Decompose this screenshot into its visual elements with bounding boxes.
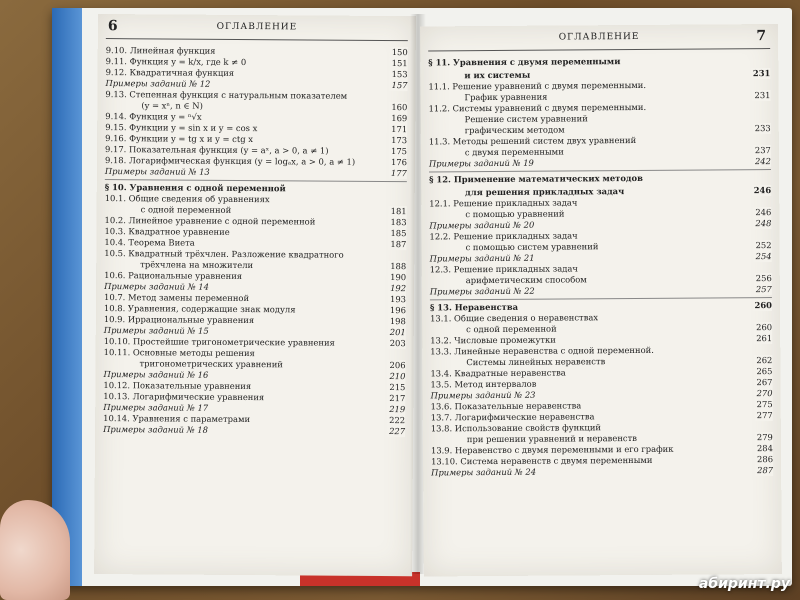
- toc-entry-title: Примеры заданий № 17: [103, 402, 209, 413]
- toc-entry-title: 13.2. Числовые промежутки: [430, 334, 556, 346]
- toc-entry-page: 252: [755, 240, 772, 251]
- toc-entry-title: Примеры заданий № 13: [104, 166, 210, 177]
- toc-entry-page: 267: [756, 377, 773, 388]
- toc-entry-page: 246: [755, 207, 772, 218]
- right-page-header: [428, 28, 770, 51]
- toc-entry-title: графическим методом: [464, 124, 565, 136]
- toc-entry-title: 13.10. Система неравенств с двумя переменными: [431, 454, 653, 467]
- toc-entry-title: 11.1. Решение уравнений с двумя переменными.: [428, 79, 647, 92]
- toc-entry-page: 206: [388, 360, 406, 371]
- toc-entry-title: тригонометрических уравнений: [139, 358, 283, 370]
- toc-entry-page: 190: [388, 272, 406, 283]
- toc-entry-title: 13.7. Логарифмические неравенства: [430, 411, 595, 423]
- toc-entry-title: § 11. Уравнения с двумя переменными: [428, 56, 621, 68]
- toc-entry-title: Примеры заданий № 15: [103, 325, 209, 336]
- toc-entry-page: 246: [753, 185, 772, 196]
- toc-entry-title: 13.6. Показательные неравенства: [430, 400, 582, 412]
- toc-entry-page: 210: [387, 371, 405, 382]
- toc-entry-page: 260: [754, 300, 772, 311]
- toc-entry-title: 10.3. Квадратное уравнение: [104, 226, 230, 237]
- left-page-header: [106, 18, 408, 41]
- right-toc-list: [420, 55, 781, 478]
- toc-entry-title: 12.3. Решение прикладных задач: [429, 263, 578, 275]
- toc-entry-title: 10.12. Показательные уравнения: [103, 380, 252, 392]
- toc-entry-page: 173: [389, 135, 407, 146]
- toc-entry-page: 203: [388, 338, 406, 349]
- toc-entry-title: с помощью уравнений: [465, 208, 565, 220]
- toc-entry-title: 13.4. Квадратные неравенства: [430, 367, 566, 379]
- toc-entry: [103, 424, 405, 437]
- book-cover-spine-stripe: [52, 8, 82, 586]
- toc-entry-page: 198: [388, 316, 406, 327]
- toc-entry-title: 13.5. Метод интервалов: [430, 378, 537, 390]
- watermark-logo: абиринт.ру: [698, 576, 790, 592]
- toc-entry-title: 9.16. Функции y = tg x и y = ctg x: [105, 133, 254, 145]
- toc-entry-page: 254: [755, 251, 772, 262]
- toc-entry-title: для решения прикладных задач: [465, 186, 625, 198]
- toc-entry-page: 157: [389, 80, 407, 91]
- toc-entry-title: 13.9. Неравенство с двумя переменными и его график: [430, 443, 674, 456]
- toc-entry-title: 13.1. Общие сведения о неравенствах: [430, 312, 599, 324]
- toc-entry-title: 10.6. Рациональные уравнения: [104, 270, 243, 282]
- toc-entry-title: (y = xⁿ, n ∈ N): [141, 100, 203, 111]
- toc-entry-page: 260: [756, 322, 773, 333]
- toc-entry-page: 217: [387, 393, 405, 404]
- toc-entry-page: 227: [387, 426, 405, 437]
- toc-entry-title: арифметическим способом: [465, 274, 587, 286]
- toc-entry-page: 183: [389, 217, 407, 228]
- toc-entry-title: 10.7. Метод замены переменной: [103, 292, 250, 304]
- toc-entry-title: Примеры заданий № 22: [429, 285, 535, 297]
- toc-entry-page: 175: [389, 146, 407, 157]
- toc-entry-page: 284: [756, 443, 773, 454]
- toc-entry-page: 160: [389, 102, 407, 113]
- left-page: [94, 14, 416, 576]
- toc-entry-title: с одной переменной: [466, 323, 557, 335]
- toc-entry-title: 10.14. Уравнения с параметрами: [103, 413, 251, 425]
- toc-entry: [429, 156, 771, 169]
- toc-entry-page: 237: [754, 145, 771, 156]
- toc-entry-page: 181: [389, 206, 407, 217]
- toc-entry-title: 10.2. Линейное уравнение с одной переменной: [104, 215, 316, 227]
- toc-entry-title: Примеры заданий № 23: [430, 389, 536, 401]
- toc-entry-page: 275: [756, 399, 773, 410]
- toc-entry-title: Примеры заданий № 21: [429, 252, 535, 264]
- toc-entry-title: Примеры заданий № 16: [103, 369, 209, 380]
- toc-entry-title: 13.3. Линейные неравенства с одной переменной.: [430, 344, 654, 357]
- toc-entry-title: 9.12. Квадратичная функция: [105, 67, 235, 78]
- toc-entry-page: 262: [756, 355, 773, 366]
- toc-entry-title: 9.17. Показательная функция (y = aˣ, a > 0, a ≠ 1): [105, 144, 329, 156]
- left-page-running-title: ОГЛАВЛЕНИЕ: [216, 21, 298, 33]
- toc-entry-page: 188: [388, 261, 406, 272]
- hand-thumb: [0, 500, 70, 600]
- toc-entry-page: 187: [388, 239, 406, 250]
- toc-entry: [429, 172, 771, 185]
- toc-entry: [431, 465, 773, 478]
- toc-entry-title: Примеры заданий № 19: [428, 157, 534, 169]
- toc-entry-page: 231: [752, 68, 771, 79]
- right-page-number: 7: [756, 28, 767, 45]
- toc-entry-title: при решении уравнений и неравенств: [466, 432, 637, 445]
- toc-entry-page: 270: [756, 388, 773, 399]
- toc-entry-page: 222: [387, 415, 405, 426]
- toc-entry-title: 9.10. Линейная функция: [105, 45, 216, 56]
- toc-entry-title: 11.2. Системы уравнений с двумя переменными.: [428, 101, 647, 114]
- toc-entry-page: 169: [389, 113, 407, 124]
- toc-entry-page: 286: [757, 454, 774, 465]
- toc-entry-title: Примеры заданий № 20: [429, 219, 535, 231]
- toc-entry-title: § 12. Применение математических методов: [429, 172, 643, 185]
- toc-entry-title: Примеры заданий № 24: [431, 466, 537, 478]
- toc-entry-title: 10.5. Квадратный трёхчлен. Разложение квадратного: [104, 248, 344, 260]
- right-page-running-title: ОГЛАВЛЕНИЕ: [558, 31, 640, 43]
- toc-entry-page: 261: [756, 333, 773, 344]
- toc-entry-page: 177: [389, 168, 407, 179]
- left-toc-list: [95, 45, 416, 437]
- toc-entry-title: Системы линейных неравенств: [466, 356, 606, 368]
- toc-entry: [430, 284, 772, 297]
- toc-entry-page: 279: [756, 432, 773, 443]
- toc-entry-page: 233: [754, 123, 771, 134]
- toc-entry-page: 277: [756, 410, 773, 421]
- toc-entry-title: с помощью систем уравнений: [465, 241, 599, 253]
- toc-entry: [105, 166, 407, 179]
- toc-entry-title: График уравнения: [464, 91, 548, 103]
- toc-entry-title: 9.11. Функция y = k/x, где k ≠ 0: [105, 56, 247, 68]
- toc-entry-page: 193: [388, 294, 406, 305]
- toc-entry-title: Решение систем уравнений: [464, 113, 588, 125]
- toc-entry-title: 12.2. Решение прикладных задач: [429, 230, 578, 242]
- toc-entry-page: 256: [755, 273, 772, 284]
- toc-entry-title: 10.9. Иррациональные уравнения: [103, 314, 255, 326]
- toc-entry-page: 185: [388, 228, 406, 239]
- toc-entry-page: 153: [390, 69, 408, 80]
- toc-entry-title: 11.3. Методы решений систем двух уравнений: [428, 134, 637, 147]
- toc-entry-page: 176: [389, 157, 407, 168]
- toc-entry-title: 12.1. Решение прикладных задач: [429, 197, 578, 209]
- toc-entry-page: 171: [389, 124, 407, 135]
- toc-entry-page: 215: [387, 382, 405, 393]
- toc-entry-title: 10.8. Уравнения, содержащие знак модуля: [103, 303, 296, 315]
- toc-entry-page: 219: [387, 404, 405, 415]
- toc-entry: [428, 55, 770, 68]
- toc-entry-page: 192: [388, 283, 406, 294]
- toc-entry-page: 196: [388, 305, 406, 316]
- toc-entry-title: 10.11. Основные методы решения: [103, 347, 255, 359]
- toc-entry-title: 13.8. Использование свойств функций: [430, 422, 602, 434]
- toc-entry-page: 248: [755, 218, 772, 229]
- toc-entry-title: 9.13. Степенная функция с натуральным показателем: [105, 89, 348, 101]
- toc-entry-title: 9.18. Логарифмическая функция (y = logₐx, a > 0, a ≠ 1): [104, 155, 356, 167]
- toc-entry-page: 287: [757, 465, 774, 476]
- toc-entry-title: Примеры заданий № 14: [104, 281, 210, 292]
- toc-entry-title: 10.4. Теорема Виета: [104, 237, 195, 248]
- toc-entry-title: 10.1. Общие сведения об уравнениях: [104, 193, 270, 205]
- toc-entry-page: 150: [390, 47, 408, 58]
- toc-entry-title: с одной переменной: [140, 204, 232, 215]
- right-page: [420, 24, 782, 576]
- toc-entry-title: 10.13. Логарифмические уравнения: [103, 391, 265, 403]
- toc-entry-title: 10.10. Простейшие тригонометрические уравнения: [103, 336, 335, 348]
- toc-entry-page: 151: [390, 58, 408, 69]
- toc-entry-title: трёхчлена на множители: [140, 259, 254, 271]
- toc-entry-title: § 10. Уравнения с одной переменной: [104, 182, 286, 194]
- toc-entry-title: и их системы: [464, 69, 531, 81]
- toc-entry-page: 231: [754, 90, 771, 101]
- toc-entry-title: с двумя переменными: [464, 146, 564, 158]
- toc-entry-title: 9.14. Функция y = ⁿ√x: [105, 111, 202, 122]
- toc-entry-title: Примеры заданий № 12: [105, 78, 211, 89]
- toc-entry-title: 9.15. Функции y = sin x и y = cos x: [105, 122, 258, 134]
- left-page-number: 6: [107, 18, 118, 35]
- toc-entry-title: § 13. Неравенства: [429, 301, 519, 313]
- toc-entry-title: Примеры заданий № 18: [103, 424, 209, 435]
- toc-entry-page: 265: [756, 366, 773, 377]
- toc-entry-page: 257: [755, 284, 772, 295]
- toc-entry-page: 242: [754, 156, 771, 167]
- toc-entry-page: 201: [388, 327, 406, 338]
